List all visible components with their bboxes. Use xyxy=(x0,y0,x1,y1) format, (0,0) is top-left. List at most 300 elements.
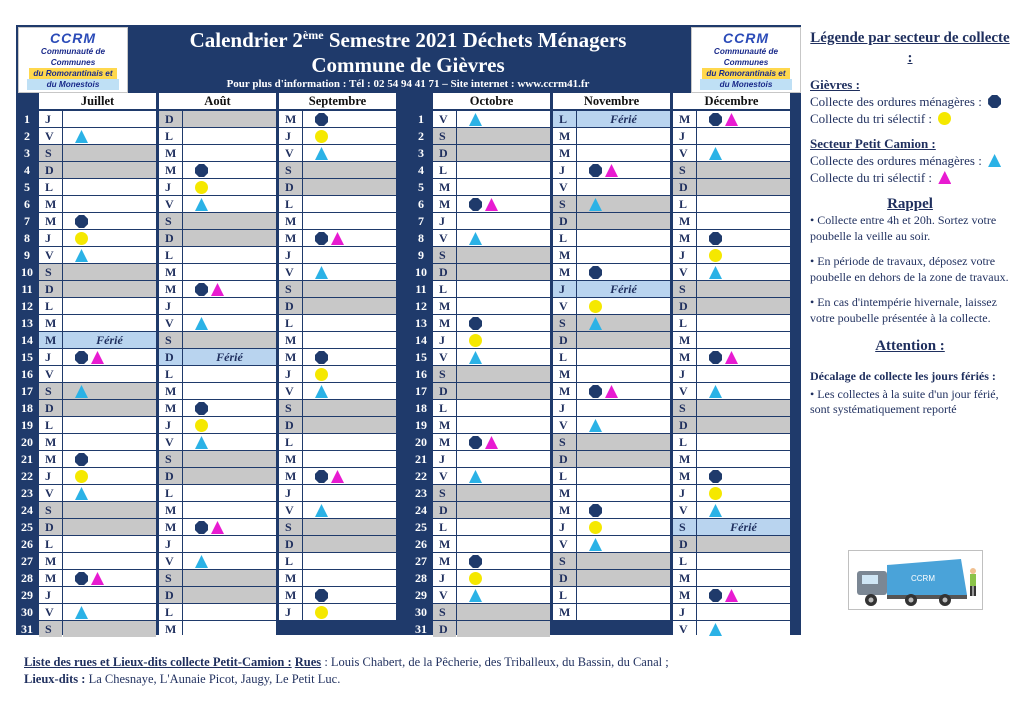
tri-selectif-petit-camion-icon xyxy=(91,351,104,364)
tri-selectif-gievres-icon xyxy=(589,521,602,534)
collection-cell xyxy=(63,451,156,467)
weekday-letter: J xyxy=(673,128,696,144)
rappel-item: • Collecte entre 4h et 20h. Sortez votre poubelle la veille au soir. xyxy=(810,213,997,243)
day-number: 30 xyxy=(21,605,33,619)
ordures-menageres-gievres-icon xyxy=(469,317,482,330)
weekday-letter: V xyxy=(159,553,182,569)
attention-title: Attention : xyxy=(875,338,945,354)
ordures-menageres-petit-camion-icon xyxy=(589,198,602,211)
collection-cell xyxy=(457,604,550,620)
weekday-letter: L xyxy=(433,281,456,297)
collection-cell xyxy=(577,519,670,535)
commune-title: Commune de Gièvres xyxy=(311,53,505,77)
collection-cell xyxy=(303,553,396,569)
weekday-letter: L xyxy=(673,553,696,569)
collection-cell xyxy=(183,553,276,569)
weekday-letter: V xyxy=(433,230,456,246)
collection-cell xyxy=(63,162,156,178)
weekday-letter: D xyxy=(433,383,456,399)
collection-cell xyxy=(697,162,790,178)
collection-cell xyxy=(577,230,670,246)
calendar-row xyxy=(16,468,801,485)
day-number: 26 xyxy=(415,537,427,551)
holiday-label: Férié xyxy=(216,350,243,364)
collection-cell xyxy=(183,502,276,518)
collection-cell xyxy=(183,366,276,382)
weekday-letter: M xyxy=(673,349,696,365)
collection-cell xyxy=(303,162,396,178)
weekday-letter: J xyxy=(159,298,182,314)
weekday-letter: M xyxy=(433,553,456,569)
weekday-letter: J xyxy=(433,332,456,348)
weekday-letter: V xyxy=(553,298,576,314)
collection-cell xyxy=(577,570,670,586)
tri-selectif-petit-camion-icon xyxy=(605,385,618,398)
weekday-letter: M xyxy=(279,332,302,348)
weekday-letter: D xyxy=(159,230,182,246)
truck-icon xyxy=(849,551,982,609)
tri-selectif-gievres-icon xyxy=(75,470,88,483)
weekday-letter: J xyxy=(673,366,696,382)
day-number: 20 xyxy=(415,435,427,449)
collection-cell xyxy=(183,434,276,450)
weekday-letter: M xyxy=(433,196,456,212)
collection-cell xyxy=(697,298,790,314)
day-number: 6 xyxy=(418,197,424,211)
weekday-letter: D xyxy=(553,213,576,229)
day-number: 4 xyxy=(418,163,424,177)
collection-cell xyxy=(457,570,550,586)
weekday-letter: V xyxy=(673,264,696,280)
weekday-letter: M xyxy=(159,264,182,280)
collection-cell xyxy=(183,400,276,416)
collection-cell xyxy=(303,179,396,195)
weekday-letter: D xyxy=(159,468,182,484)
collection-cell xyxy=(457,315,550,331)
weekday-letter: D xyxy=(39,281,62,297)
collection-cell xyxy=(457,332,550,348)
collection-cell xyxy=(63,604,156,620)
calendar-row xyxy=(16,128,801,145)
collection-cell xyxy=(303,213,396,229)
collection-cell xyxy=(183,349,276,365)
octagon-icon xyxy=(988,95,1001,108)
day-number: 8 xyxy=(24,231,30,245)
yellow-circle-icon xyxy=(938,112,951,125)
ordures-menageres-gievres-icon xyxy=(709,232,722,245)
day-number: 19 xyxy=(415,418,427,432)
tri-selectif-petit-camion-icon xyxy=(91,572,104,585)
weekday-letter: V xyxy=(39,366,62,382)
ordures-menageres-petit-camion-icon xyxy=(315,147,328,160)
collection-cell xyxy=(63,485,156,501)
ordures-menageres-petit-camion-icon xyxy=(469,113,482,126)
weekday-letter: M xyxy=(39,434,62,450)
weekday-letter: M xyxy=(433,536,456,552)
day-number: 6 xyxy=(24,197,30,211)
calendar-row xyxy=(16,434,801,451)
collection-cell xyxy=(457,162,550,178)
collection-cell xyxy=(303,400,396,416)
collection-cell xyxy=(183,179,276,195)
weekday-letter: S xyxy=(673,400,696,416)
weekday-letter: L xyxy=(553,111,576,127)
weekday-letter: L xyxy=(159,247,182,263)
collection-cell xyxy=(457,621,550,637)
weekday-letter: M xyxy=(39,196,62,212)
ordures-menageres-petit-camion-icon xyxy=(315,504,328,517)
ordures-menageres-petit-camion-icon xyxy=(589,538,602,551)
collection-cell xyxy=(697,145,790,161)
weekday-letter: M xyxy=(553,366,576,382)
collection-cell xyxy=(303,468,396,484)
weekday-letter: S xyxy=(433,604,456,620)
calendar-row xyxy=(16,196,801,213)
weekday-letter: S xyxy=(673,281,696,297)
weekday-letter: D xyxy=(279,536,302,552)
weekday-letter: M xyxy=(553,604,576,620)
collection-cell xyxy=(577,366,670,382)
collection-cell xyxy=(183,536,276,552)
weekday-letter: S xyxy=(553,315,576,331)
weekday-letter: S xyxy=(553,196,576,212)
tri-selectif-gievres-icon xyxy=(589,300,602,313)
day-number: 29 xyxy=(415,588,427,602)
weekday-letter: M xyxy=(673,587,696,603)
weekday-letter: J xyxy=(553,400,576,416)
weekday-letter: S xyxy=(159,570,182,586)
collection-cell xyxy=(697,485,790,501)
collection-cell xyxy=(457,196,550,212)
ordures-menageres-gievres-icon xyxy=(589,266,602,279)
holiday-label: Férié xyxy=(610,112,637,126)
weekday-letter: L xyxy=(673,315,696,331)
weekday-letter: V xyxy=(279,264,302,280)
ordures-menageres-petit-camion-icon xyxy=(469,351,482,364)
weekday-letter: M xyxy=(159,519,182,535)
collection-cell xyxy=(63,536,156,552)
day-number: 18 xyxy=(415,401,427,415)
tri-selectif-gievres-icon xyxy=(709,249,722,262)
month-header-1: Août xyxy=(159,93,276,109)
calendar-row xyxy=(16,485,801,502)
collection-cell xyxy=(63,179,156,195)
tri-selectif-petit-camion-icon xyxy=(605,164,618,177)
collection-cell xyxy=(183,213,276,229)
collection-cell xyxy=(577,536,670,552)
collection-cell xyxy=(183,196,276,212)
weekday-letter: D xyxy=(433,264,456,280)
rappel-item: • En cas d'intempérie hivernale, laissez votre poubelle présentée à la collecte. xyxy=(810,295,997,325)
collection-cell xyxy=(577,451,670,467)
collection-cell xyxy=(697,128,790,144)
weekday-letter: S xyxy=(39,264,62,280)
collection-cell xyxy=(183,519,276,535)
collection-cell xyxy=(457,468,550,484)
collection-cell xyxy=(63,247,156,263)
ordures-menageres-gievres-icon xyxy=(709,113,722,126)
collection-cell xyxy=(457,247,550,263)
collection-cell xyxy=(303,264,396,280)
collection-cell xyxy=(183,570,276,586)
day-number: 22 xyxy=(415,469,427,483)
weekday-letter: D xyxy=(673,298,696,314)
weekday-letter: L xyxy=(553,230,576,246)
collection-cell xyxy=(457,383,550,399)
weekday-letter: L xyxy=(673,196,696,212)
collection-cell xyxy=(697,196,790,212)
weekday-letter: M xyxy=(553,383,576,399)
collection-cell xyxy=(697,400,790,416)
tri-selectif-petit-camion-icon xyxy=(211,283,224,296)
day-number: 4 xyxy=(24,163,30,177)
collection-cell xyxy=(303,485,396,501)
weekday-letter: L xyxy=(553,349,576,365)
collection-cell xyxy=(63,349,156,365)
collection-cell xyxy=(577,111,670,127)
ordures-menageres-petit-camion-icon xyxy=(589,317,602,330)
weekday-letter: L xyxy=(279,196,302,212)
calendar-row xyxy=(16,621,801,638)
weekday-letter: V xyxy=(673,621,696,637)
collection-cell xyxy=(63,196,156,212)
collection-cell xyxy=(697,247,790,263)
collection-cell xyxy=(63,366,156,382)
month-header-2: Septembre xyxy=(279,93,396,109)
day-number: 17 xyxy=(415,384,427,398)
ordures-menageres-gievres-icon xyxy=(469,198,482,211)
weekday-letter: M xyxy=(673,111,696,127)
weekday-letter: M xyxy=(279,111,302,127)
collection-cell xyxy=(183,111,276,127)
collection-cell xyxy=(63,383,156,399)
collection-cell xyxy=(303,502,396,518)
weekday-letter: J xyxy=(553,519,576,535)
weekday-letter: L xyxy=(39,417,62,433)
ordures-menageres-gievres-icon xyxy=(195,283,208,296)
ordures-menageres-petit-camion-icon xyxy=(75,385,88,398)
weekday-letter: J xyxy=(673,247,696,263)
collection-cell xyxy=(63,281,156,297)
calendar-row xyxy=(16,502,801,519)
footer-streets xyxy=(24,654,1014,671)
weekday-letter: M xyxy=(673,451,696,467)
collection-cell xyxy=(457,230,550,246)
collection-cell xyxy=(303,570,396,586)
collection-cell xyxy=(577,298,670,314)
attention-heading: Décalage de collecte les jours fériés : xyxy=(810,369,996,383)
collection-cell xyxy=(577,349,670,365)
ordures-menageres-gievres-icon xyxy=(469,436,482,449)
day-number: 11 xyxy=(415,282,427,296)
weekday-letter: D xyxy=(279,417,302,433)
collection-cell xyxy=(183,281,276,297)
weekday-letter: V xyxy=(39,247,62,263)
collection-cell xyxy=(697,315,790,331)
weekday-letter: D xyxy=(553,570,576,586)
weekday-letter: M xyxy=(433,315,456,331)
weekday-letter: S xyxy=(673,519,696,535)
collection-cell xyxy=(63,230,156,246)
day-number: 28 xyxy=(21,571,33,585)
collection-cell xyxy=(183,247,276,263)
legend-title: Légende par secteur de collecte : xyxy=(810,30,1010,66)
weekday-letter: D xyxy=(39,519,62,535)
collection-cell xyxy=(697,587,790,603)
day-number: 7 xyxy=(418,214,424,228)
collection-cell xyxy=(183,145,276,161)
holiday-label: Férié xyxy=(96,333,123,347)
weekday-letter: J xyxy=(553,162,576,178)
collection-cell xyxy=(577,247,670,263)
weekday-letter: S xyxy=(673,162,696,178)
weekday-letter: M xyxy=(673,213,696,229)
collection-cell xyxy=(577,145,670,161)
weekday-letter: S xyxy=(553,434,576,450)
legend-gievres-om: Collecte des ordures ménagères : xyxy=(810,93,1010,110)
weekday-letter: J xyxy=(279,604,302,620)
collection-cell xyxy=(697,230,790,246)
collection-cell xyxy=(577,332,670,348)
collection-cell xyxy=(183,230,276,246)
weekday-letter: V xyxy=(159,315,182,331)
day-number: 16 xyxy=(415,367,427,381)
collection-cell xyxy=(697,604,790,620)
ordures-menageres-petit-camion-icon xyxy=(709,385,722,398)
day-number: 28 xyxy=(415,571,427,585)
weekday-letter: D xyxy=(673,417,696,433)
ordures-menageres-petit-camion-icon xyxy=(709,147,722,160)
weekday-letter: J xyxy=(279,485,302,501)
weekday-letter: D xyxy=(673,536,696,552)
calendar-row xyxy=(16,162,801,179)
ordures-menageres-gievres-icon xyxy=(75,572,88,585)
collection-cell xyxy=(303,145,396,161)
collection-cell xyxy=(183,162,276,178)
tri-selectif-petit-camion-icon xyxy=(331,232,344,245)
collection-cell xyxy=(303,451,396,467)
day-number: 29 xyxy=(21,588,33,602)
collection-cell xyxy=(457,587,550,603)
weekday-letter: S xyxy=(39,383,62,399)
weekday-letter: M xyxy=(553,128,576,144)
collection-cell xyxy=(697,332,790,348)
calendar-row xyxy=(16,587,801,604)
weekday-letter: V xyxy=(433,111,456,127)
month-header-4: Novembre xyxy=(553,93,670,109)
collection-cell xyxy=(697,179,790,195)
weekday-letter: D xyxy=(39,162,62,178)
collection-cell xyxy=(697,519,790,535)
collection-cell xyxy=(303,111,396,127)
weekday-letter: L xyxy=(279,553,302,569)
weekday-letter: L xyxy=(39,179,62,195)
legend-petit-camion-heading: Secteur Petit Camion : xyxy=(810,136,936,151)
footer-lieux-text: La Chesnaye, L'Aunaie Picot, Jaugy, Le Petit Luc. xyxy=(85,672,341,686)
day-number: 5 xyxy=(418,180,424,194)
ordures-menageres-gievres-icon xyxy=(315,351,328,364)
calendar-row xyxy=(16,298,801,315)
weekday-letter: M xyxy=(39,213,62,229)
weekday-letter: V xyxy=(553,179,576,195)
collection-cell xyxy=(577,162,670,178)
tri-selectif-gievres-icon xyxy=(75,232,88,245)
weekday-letter: L xyxy=(433,519,456,535)
ordures-menageres-petit-camion-icon xyxy=(195,317,208,330)
day-number: 23 xyxy=(21,486,33,500)
collection-cell xyxy=(697,451,790,467)
calendar-row xyxy=(16,332,801,349)
footer-rues-label: Rues xyxy=(294,655,322,669)
ordures-menageres-petit-camion-icon xyxy=(709,504,722,517)
rappel-item: • En période de travaux, déposez votre poubelle en dehors de la zone de travaux. xyxy=(810,254,1009,284)
collection-cell xyxy=(183,587,276,603)
weekday-letter: M xyxy=(39,553,62,569)
collection-cell xyxy=(63,315,156,331)
day-number: 21 xyxy=(21,452,33,466)
holiday-label: Férié xyxy=(610,282,637,296)
weekday-letter: S xyxy=(433,485,456,501)
ordures-menageres-petit-camion-icon xyxy=(589,419,602,432)
ordures-menageres-gievres-icon xyxy=(709,470,722,483)
weekday-letter: M xyxy=(553,485,576,501)
weekday-letter: S xyxy=(433,128,456,144)
weekday-letter: J xyxy=(159,536,182,552)
collection-cell xyxy=(183,604,276,620)
collection-cell xyxy=(63,434,156,450)
collection-cell xyxy=(63,417,156,433)
tri-selectif-petit-camion-icon xyxy=(485,436,498,449)
legend-pc-om: Collecte des ordures ménagères : xyxy=(810,152,1010,169)
tri-selectif-gievres-icon xyxy=(315,130,328,143)
ordures-menageres-gievres-icon xyxy=(589,164,602,177)
ordures-menageres-petit-camion-icon xyxy=(709,623,722,636)
weekday-letter: J xyxy=(39,468,62,484)
weekday-letter: M xyxy=(39,332,62,348)
collection-cell xyxy=(303,315,396,331)
weekday-letter: D xyxy=(673,179,696,195)
collection-cell xyxy=(303,536,396,552)
collection-cell xyxy=(303,519,396,535)
weekday-letter: M xyxy=(159,502,182,518)
weekday-letter: D xyxy=(159,111,182,127)
collection-cell xyxy=(183,621,276,637)
collection-cell xyxy=(63,128,156,144)
collection-cell xyxy=(577,434,670,450)
weekday-letter: V xyxy=(279,145,302,161)
weekday-letter: J xyxy=(433,451,456,467)
collection-cell xyxy=(577,502,670,518)
weekday-letter: M xyxy=(159,621,182,637)
tri-selectif-petit-camion-icon xyxy=(725,351,738,364)
ordures-menageres-petit-camion-icon xyxy=(469,232,482,245)
weekday-letter: J xyxy=(279,247,302,263)
day-number: 27 xyxy=(415,554,427,568)
collection-cell xyxy=(697,417,790,433)
day-number: 26 xyxy=(21,537,33,551)
weekday-letter: J xyxy=(279,128,302,144)
collection-cell xyxy=(63,400,156,416)
weekday-letter: S xyxy=(553,553,576,569)
calendar-row xyxy=(16,553,801,570)
weekday-letter: D xyxy=(553,451,576,467)
day-number: 14 xyxy=(21,333,33,347)
weekday-letter: M xyxy=(39,570,62,586)
ordures-menageres-petit-camion-icon xyxy=(315,266,328,279)
weekday-letter: V xyxy=(433,349,456,365)
collection-cell xyxy=(577,179,670,195)
weekday-letter: L xyxy=(433,162,456,178)
